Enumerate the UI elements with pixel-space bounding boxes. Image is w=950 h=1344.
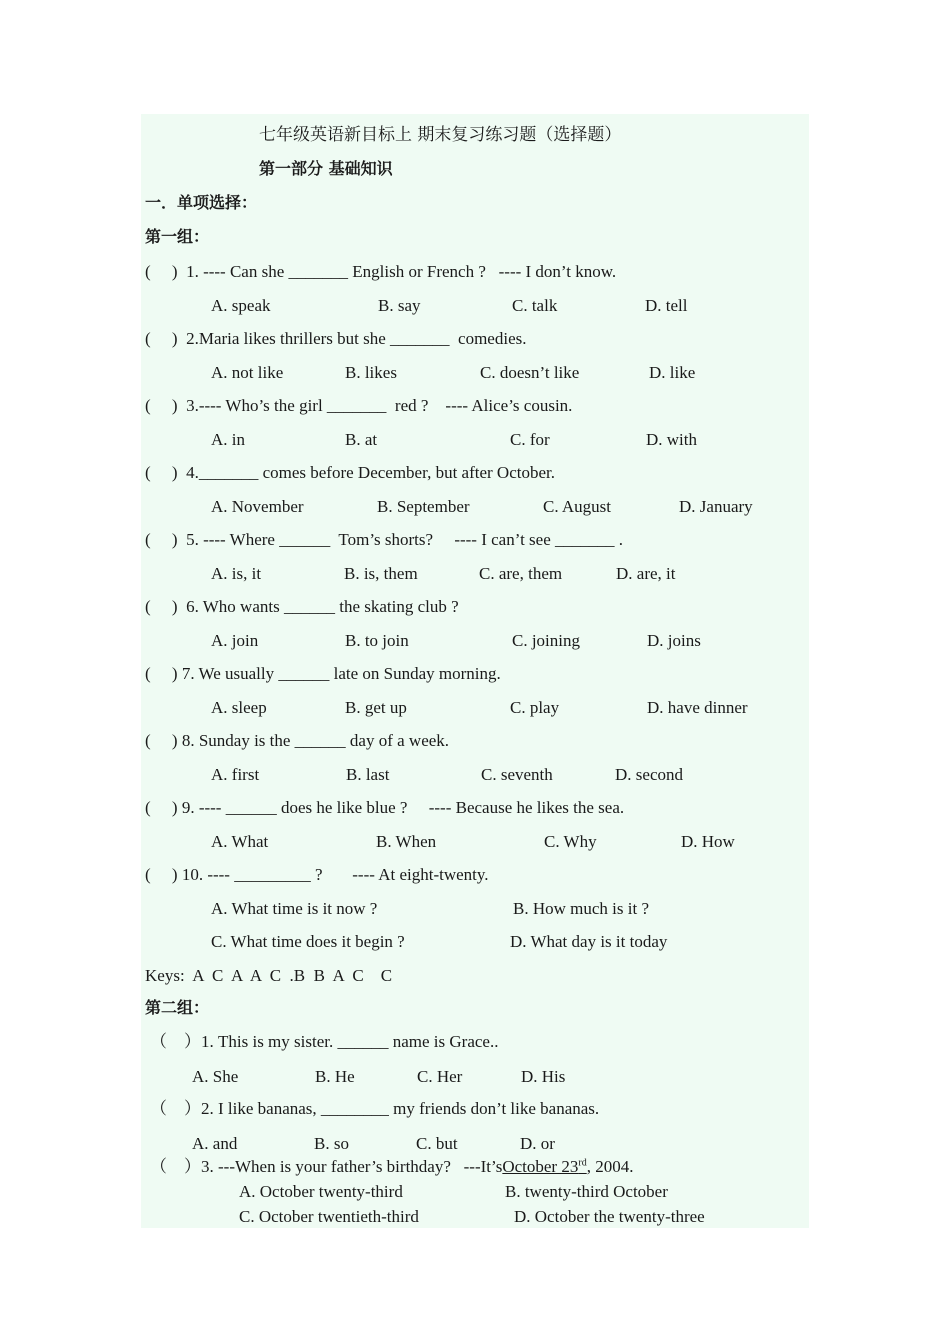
option: A. November xyxy=(211,497,304,516)
ordinal-suffix: rd xyxy=(578,1157,587,1169)
birthday-date xyxy=(502,1157,586,1176)
option: A. first xyxy=(211,765,260,784)
option: C. seventh xyxy=(481,765,553,784)
option: C. play xyxy=(510,698,560,717)
option: A. in xyxy=(211,430,245,449)
option: D. like xyxy=(649,363,696,382)
option: B. is, them xyxy=(344,564,418,583)
option: D. How xyxy=(681,832,735,851)
question-stem: ( ) 6. Who wants ______ the skating club ? xyxy=(145,597,459,616)
date-text: October 23 xyxy=(502,1157,579,1176)
option: A. not like xyxy=(211,363,284,382)
question-stem: ( ) 2.Maria likes thrillers but she _______ comedies. xyxy=(145,329,527,348)
page-title: 七年级英语新目标上 期末复习练习题（选择题） xyxy=(259,125,622,145)
question-stem: ( ) 3.---- Who’s the girl _______ red ? ---- Alice’s cousin. xyxy=(145,396,573,415)
option: A. join xyxy=(211,631,259,650)
question-stem: ( ) 7. We usually ______ late on Sunday morning. xyxy=(145,664,501,683)
option: A. and xyxy=(192,1134,238,1153)
question-stem xyxy=(150,1157,633,1177)
option: B. to join xyxy=(345,631,409,650)
option: A. What time is it now ? xyxy=(211,899,378,918)
option: C. are, them xyxy=(479,564,563,583)
option: D. January xyxy=(679,497,753,516)
page-subtitle: 第一部分 基础知识 xyxy=(259,159,393,178)
option: D. second xyxy=(615,765,683,784)
option: A. sleep xyxy=(211,698,267,717)
option: A. is, it xyxy=(211,564,262,583)
group2-label: 第二组： xyxy=(145,998,210,1017)
question-stem: ( ) 9. ---- ______ does he like blue ? ---- Because he likes the sea. xyxy=(145,798,625,817)
question-stem: ( ) 1. ---- Can she _______ English or French ? ---- I don’t know. xyxy=(145,262,617,281)
option: B. How much is it ? xyxy=(513,899,649,918)
option: B. get up xyxy=(345,698,407,717)
option: C. for xyxy=(510,430,550,449)
option: C. Her xyxy=(417,1067,463,1086)
option: D. His xyxy=(521,1067,566,1086)
option: B. say xyxy=(378,296,421,315)
option: B. likes xyxy=(345,363,397,382)
stem-text: （ ）3. ---When is your father’s birthday? ---It’s xyxy=(150,1157,503,1176)
option: A. speak xyxy=(211,296,271,315)
answer-keys: Keys: A C A A C .B B A C C xyxy=(145,966,393,985)
option: B. twenty-third October xyxy=(505,1182,668,1201)
option: D. with xyxy=(646,430,697,449)
option: D. What day is it today xyxy=(510,932,668,951)
stem-year: , 2004. xyxy=(586,1157,634,1176)
option: D. have dinner xyxy=(647,698,748,717)
option: B. at xyxy=(345,430,378,449)
option: B. He xyxy=(315,1067,355,1086)
option: D. or xyxy=(520,1134,555,1153)
option: B. September xyxy=(377,497,470,516)
option: C. talk xyxy=(512,296,558,315)
option: D. are, it xyxy=(616,564,676,583)
section-label: 一．单项选择： xyxy=(145,193,258,212)
option: B. so xyxy=(314,1134,349,1153)
option: C. August xyxy=(543,497,612,516)
option: D. October the twenty-three xyxy=(514,1207,705,1226)
option: C. doesn’t like xyxy=(480,363,580,382)
group1-label: 第一组： xyxy=(145,227,210,246)
option: A. What xyxy=(211,832,269,851)
option: B. When xyxy=(376,832,437,851)
option: C. but xyxy=(416,1134,458,1153)
option: D. joins xyxy=(647,631,701,650)
option: A. October twenty-third xyxy=(239,1182,403,1201)
question-stem: （ ）2. I like bananas, ________ my friends don’t like bananas. xyxy=(150,1099,600,1118)
question-stem: ( ) 10. ---- _________ ? ---- At eight-twenty. xyxy=(145,865,489,884)
option: C. Why xyxy=(544,832,597,851)
option: C. joining xyxy=(512,631,581,650)
question-stem: （ ）1. This is my sister. ______ name is Grace.. xyxy=(150,1032,499,1051)
option: D. tell xyxy=(645,296,688,315)
question-stem: ( ) 4._______ comes before December, but after October. xyxy=(145,463,556,482)
option: A. She xyxy=(192,1067,239,1086)
option: C. October twentieth-third xyxy=(239,1207,419,1226)
question-stem: ( ) 8. Sunday is the ______ day of a week. xyxy=(145,731,450,750)
question-stem: ( ) 5. ---- Where ______ Tom’s shorts? ---- I can’t see _______ . xyxy=(145,530,624,549)
option: C. What time does it begin ? xyxy=(211,932,405,951)
option: B. last xyxy=(346,765,390,784)
